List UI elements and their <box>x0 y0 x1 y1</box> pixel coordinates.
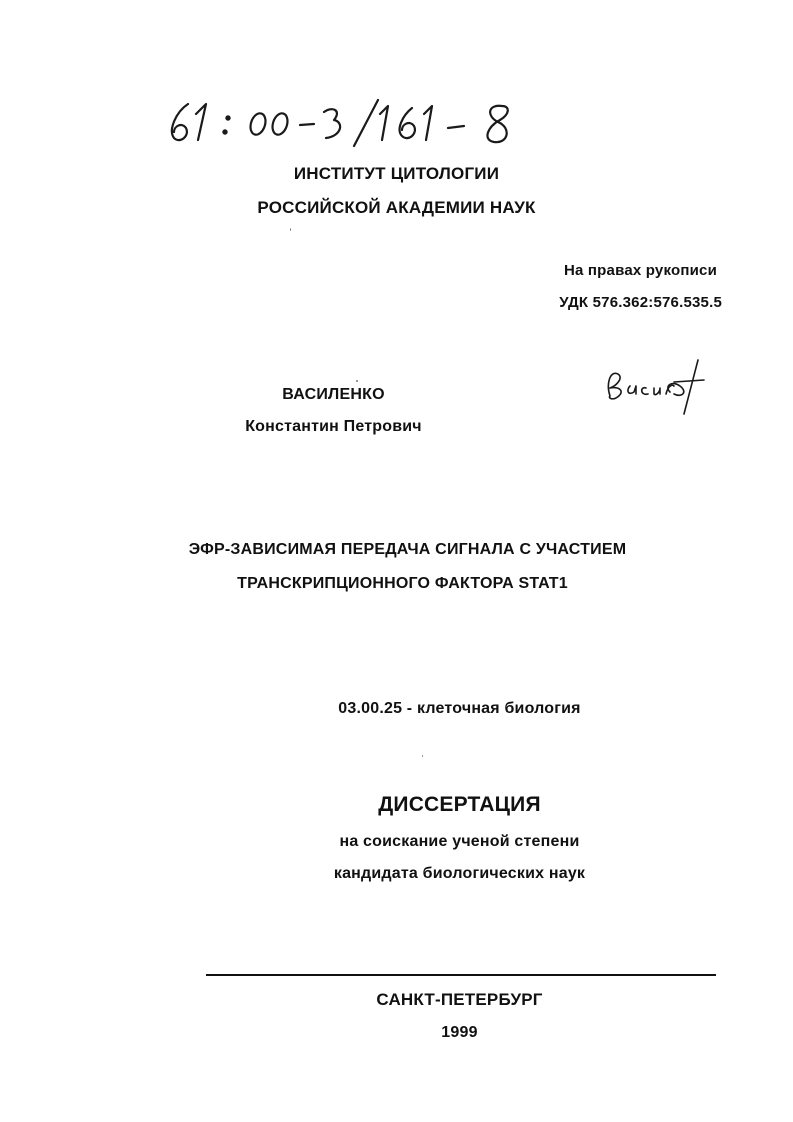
author-signature <box>600 356 710 416</box>
scan-speck <box>290 228 291 231</box>
handwritten-archive-code <box>166 92 536 148</box>
degree-purpose-line-2: кандидата биологических наук <box>333 865 586 882</box>
footer-divider <box>206 974 716 976</box>
year: 1999 <box>441 1024 478 1041</box>
scan-speck <box>356 380 358 382</box>
document-type-heading: ДИССЕРТАЦИЯ <box>378 793 541 816</box>
scan-speck <box>422 755 423 757</box>
institute-line-2: РОССИЙСКОЙ АКАДЕМИИ НАУК <box>257 198 536 217</box>
author-surname: ВАСИЛЕНКО <box>282 386 385 403</box>
thesis-title-line-1: ЭФР-ЗАВИСИМАЯ ПЕРЕДАЧА СИГНАЛА С УЧАСТИЕМ <box>188 541 627 558</box>
institute-line-1: ИНСТИТУТ ЦИТОЛОГИИ <box>293 164 500 183</box>
degree-purpose-line-1: на соискание ученой степени <box>339 833 580 850</box>
thesis-title-line-2: ТРАНСКРИПЦИОННОГО ФАКТОРА STAT1 <box>237 575 568 592</box>
udc-code: УДК 576.362:576.535.5 <box>559 294 722 311</box>
city: САНКТ-ПЕТЕРБУРГ <box>376 990 543 1009</box>
specialty-code: 03.00.25 - клеточная биология <box>338 700 581 717</box>
author-given-names: Константин Петрович <box>245 418 422 435</box>
manuscript-rights-note: На правах рукописи <box>563 262 717 279</box>
